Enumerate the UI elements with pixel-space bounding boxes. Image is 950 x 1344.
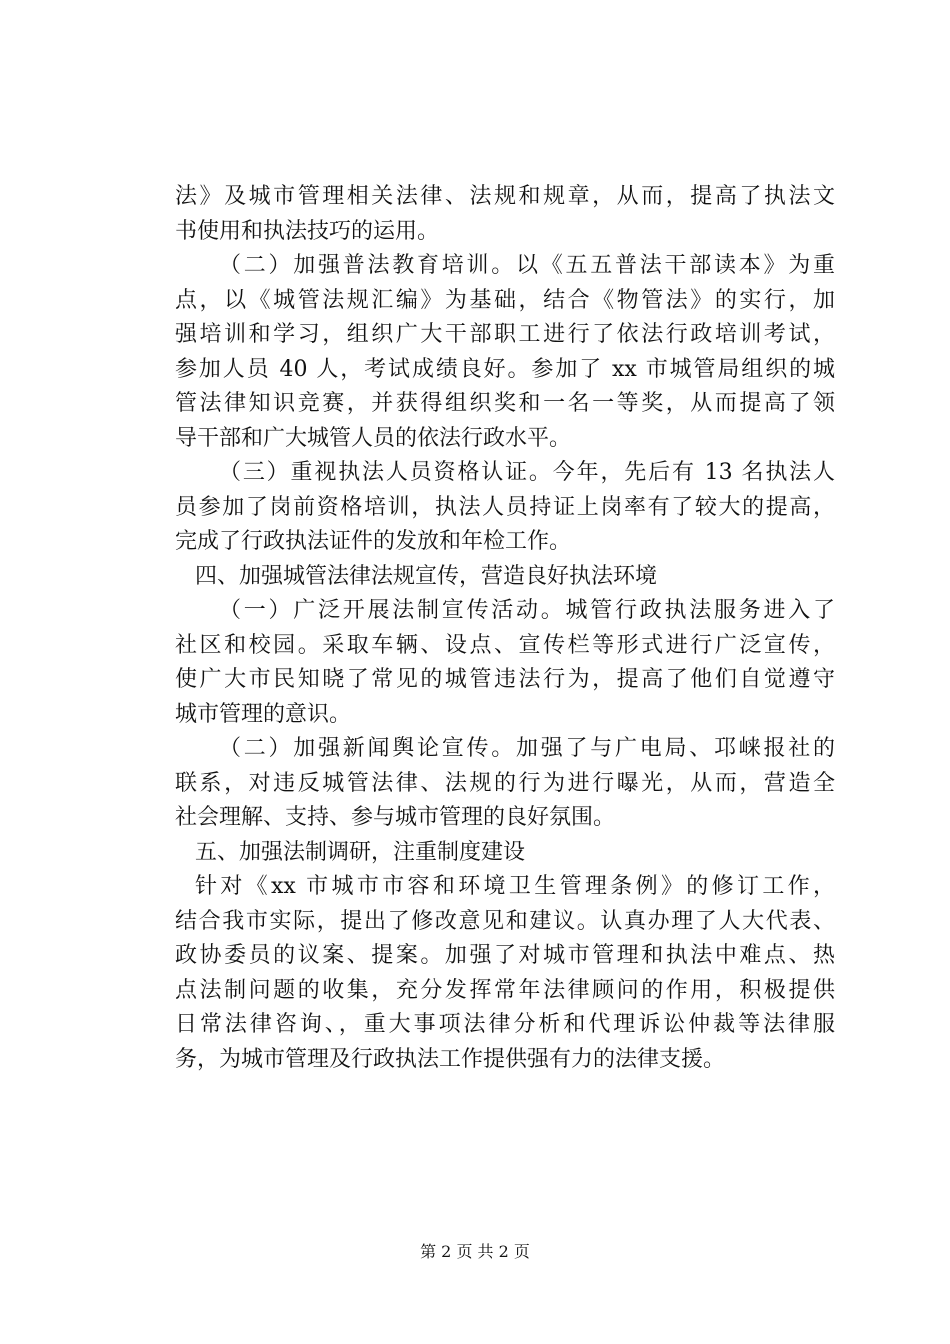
- body-line: 社会理解、支持、参与城市管理的良好氛围。: [175, 805, 616, 830]
- body-line: 联系，对违反城管法律、法规的行为进行曝光，从而，营造全: [175, 770, 835, 796]
- body-line: 城市管理的意识。: [175, 701, 352, 727]
- body-line: 日常法律咨询、，重大事项法律分析和代理诉讼仲裁等法律服: [175, 1012, 835, 1037]
- body-line: 针对《xx 市城市市容和环境卫生管理条例》的修订工作，: [195, 874, 835, 899]
- body-line: 管法律知识竞赛，并获得组织奖和一名一等奖，从而提高了领: [175, 391, 835, 416]
- body-line: 结合我市实际，提出了修改意见和建议。认真办理了人大代表、: [175, 908, 835, 934]
- document-body: [175, 180, 835, 1077]
- body-line: 员参加了岗前资格培训，执法人员持证上岗率有了较大的提高，: [175, 494, 835, 520]
- body-line: 书使用和执法技巧的运用。: [175, 218, 440, 244]
- body-line: 强培训和学习，组织广大干部职工进行了依法行政培训考试，: [175, 322, 835, 347]
- section-heading: 五、加强法制调研，注重制度建设: [195, 839, 526, 865]
- body-line: 完成了行政执法证件的发放和年检工作。: [175, 529, 572, 554]
- body-line: （三）重视执法人员资格认证。今年，先后有 13 名执法人: [219, 460, 835, 485]
- body-line: 参加人员 40 人，考试成绩良好。参加了 xx 市城管局组织的城: [175, 356, 835, 382]
- section-heading: 四、加强城管法律法规宣传，营造良好执法环境: [195, 563, 658, 589]
- body-line: 务，为城市管理及行政执法工作提供强有力的法律支援。: [175, 1046, 726, 1072]
- body-line: 点，以《城管法规汇编》为基础，结合《物管法》的实行，加: [175, 287, 835, 313]
- page-number-footer: 第 2 页 共 2 页: [420, 1242, 530, 1261]
- body-line: 法》及城市管理相关法律、法规和规章，从而，提高了执法文: [175, 184, 835, 209]
- body-line: 政协委员的议案、提案。加强了对城市管理和执法中难点、热: [175, 943, 835, 968]
- body-line: 导干部和广大城管人员的依法行政水平。: [175, 425, 572, 451]
- body-line: （二）加强普法教育培训。以《五五普法干部读本》为重: [219, 253, 835, 278]
- body-line: 社区和校园。采取车辆、设点、宣传栏等形式进行广泛宣传，: [175, 632, 835, 658]
- body-line: （一）广泛开展法制宣传活动。城管行政执法服务进入了: [219, 598, 835, 623]
- body-line: （二）加强新闻舆论宣传。加强了与广电局、邛崃报社的: [219, 736, 835, 761]
- body-line: 点法制问题的收集，充分发挥常年法律顾问的作用，积极提供: [175, 977, 835, 1003]
- body-line: 使广大市民知晓了常见的城管违法行为，提高了他们自觉遵守: [175, 667, 835, 692]
